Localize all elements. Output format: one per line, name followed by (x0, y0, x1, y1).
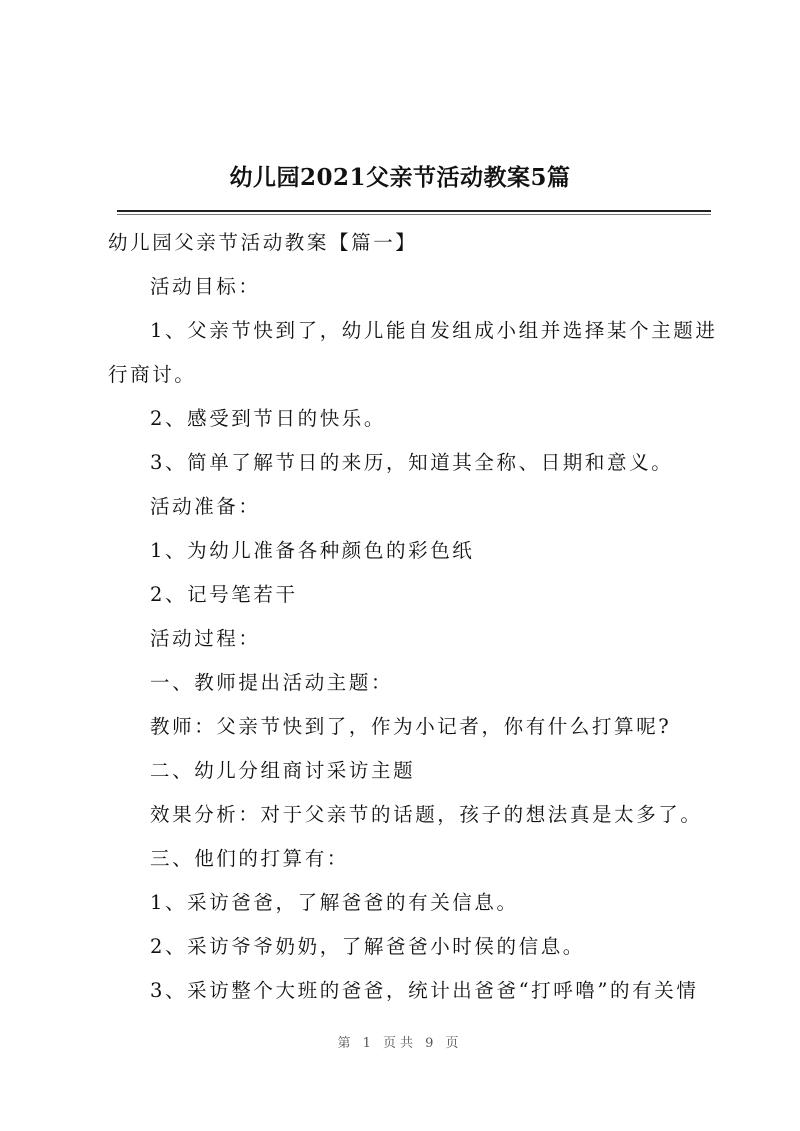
paragraph-line: 1、父亲节快到了，幼儿能自发组成小组并选择某个主题进 (150, 319, 718, 342)
paragraph-line: 2、感受到节日的快乐。 (150, 407, 387, 430)
page-number-footer: 第 1 页共 9 页 (337, 1036, 463, 1051)
paragraph-line: 3、采访整个大班的爸爸，统计出爸爸“打呼噜”的有关情 (150, 979, 699, 1002)
paragraph-line: 1、为幼儿准备各种颜色的彩色纸 (150, 539, 475, 562)
paragraph-line: 教师：父亲节快到了，作为小记者，你有什么打算呢? (150, 715, 672, 738)
paragraph-line: 活动过程： (150, 627, 261, 650)
title-divider-thin (117, 214, 711, 215)
paragraph-line: 三、他们的打算有： (150, 847, 349, 870)
paragraph-line: 2、记号笔若干 (150, 583, 298, 606)
paragraph-line: 2、采访爷爷奶奶，了解爸爸小时侯的信息。 (150, 935, 585, 958)
paragraph-line: 活动目标： (150, 275, 261, 298)
document-title: 幼儿园2021父亲节活动教案5篇 (229, 164, 571, 191)
paragraph-line: 效果分析：对于父亲节的话题，孩子的想法真是太多了。 (150, 803, 703, 826)
paragraph-line: 一、教师提出活动主题： (150, 671, 394, 694)
title-divider (117, 210, 711, 212)
paragraph-line: 行商讨。 (108, 363, 197, 386)
paragraph-line: 活动准备： (150, 495, 261, 518)
section-heading: 幼儿园父亲节活动教案【篇一】 (108, 231, 418, 254)
paragraph-line: 1、采访爸爸，了解爸爸的有关信息。 (150, 891, 519, 914)
paragraph-line: 二、幼儿分组商讨采访主题 (150, 759, 416, 782)
paragraph-line: 3、简单了解节日的来历，知道其全称、日期和意义。 (150, 451, 674, 474)
